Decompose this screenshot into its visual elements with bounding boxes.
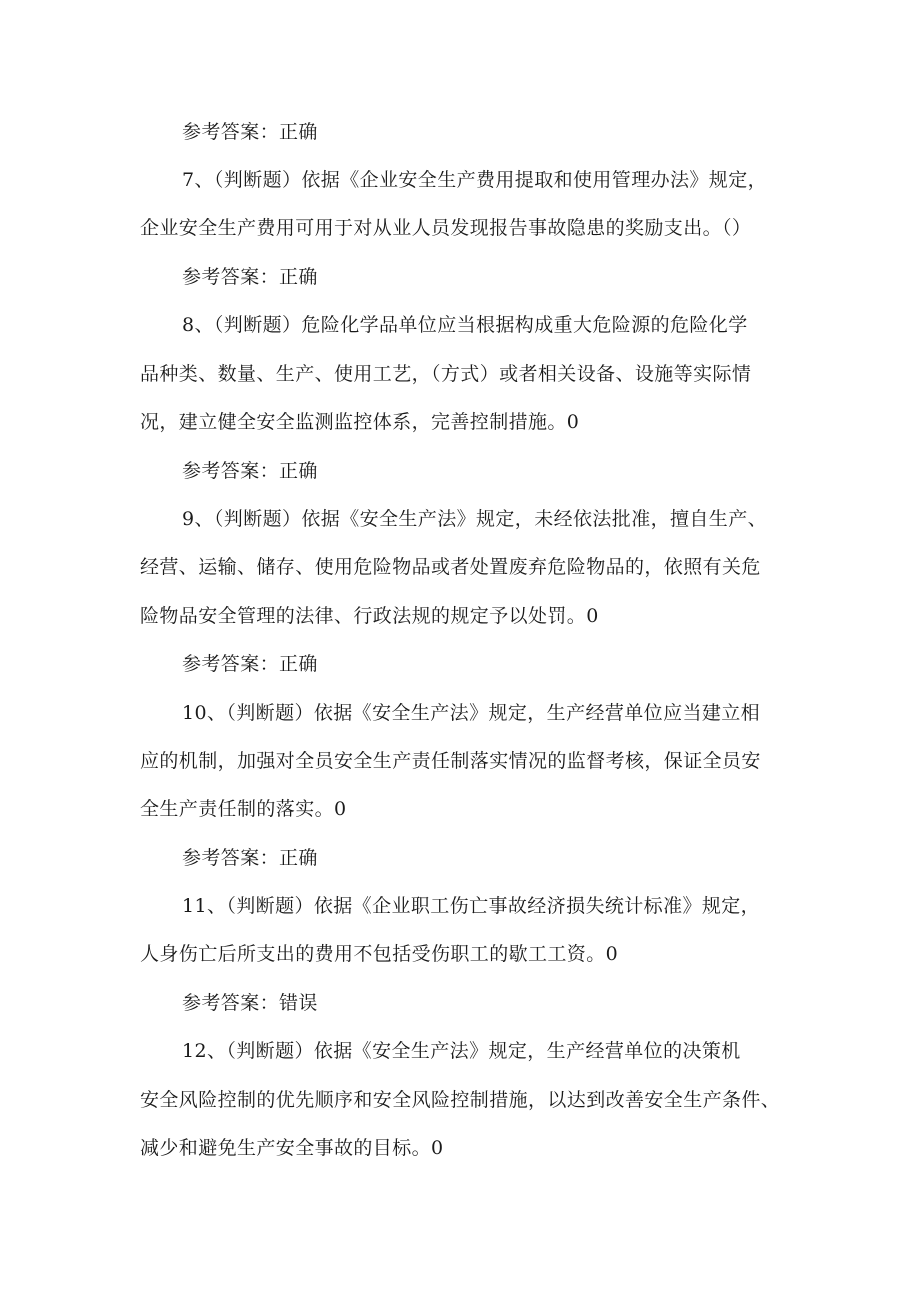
question-7-line-1: 7、（判断题）依据《企业安全生产费用提取和使用管理办法》规定， xyxy=(182,169,767,191)
answer-line: 参考答案：正确 xyxy=(182,121,318,143)
answer-line: 参考答案：正确 xyxy=(182,460,318,482)
answer-line: 参考答案：正确 xyxy=(182,266,318,288)
question-10-line-1: 10、（判断题）依据《安全生产法》规定，生产经营单位应当建立相 xyxy=(182,702,761,724)
question-8-line-2: 品种类、数量、生产、使用工艺，（方式）或者相关设备、设施等实际情 xyxy=(140,363,752,385)
question-11-line-1: 11、（判断题）依据《企业职工伤亡事故经济损失统计标准》规定， xyxy=(182,895,761,917)
question-9-line-1: 9、（判断题）依据《安全生产法》规定，未经依法批准，擅自生产、 xyxy=(182,508,767,530)
question-12-line-2: 安全风险控制的优先顺序和安全风险控制措施，以达到改善安全生产条件、 xyxy=(140,1089,781,1111)
question-10-line-2: 应的机制，加强对全员安全生产责任制落实情况的监督考核，保证全员安 xyxy=(140,750,761,772)
answer-line: 参考答案：正确 xyxy=(182,847,318,869)
answer-line: 参考答案：错误 xyxy=(182,992,318,1014)
question-11-line-2: 人身伤亡后所支出的费用不包括受伤职工的歇工工资。0 xyxy=(140,943,619,965)
question-8-line-3: 况，建立健全安全监测监控体系，完善控制措施。0 xyxy=(140,411,580,433)
question-12-line-1: 12、（判断题）依据《安全生产法》规定，生产经营单位的决策机 xyxy=(182,1040,741,1062)
question-10-line-3: 全生产责任制的落实。0 xyxy=(140,798,347,820)
question-12-line-3: 减少和避免生产安全事故的目标。0 xyxy=(140,1137,444,1159)
question-9-line-3: 险物品安全管理的法律、行政法规的规定予以处罚。0 xyxy=(140,605,599,627)
question-7-line-2: 企业安全生产费用可用于对从业人员发现报告事故隐患的奖励支出。（） xyxy=(140,217,752,239)
question-8-line-1: 8、（判断题）危险化学品单位应当根据构成重大危险源的危险化学 xyxy=(182,314,748,336)
answer-line: 参考答案：正确 xyxy=(182,653,318,675)
question-9-line-2: 经营、运输、储存、使用危险物品或者处置废弃危险物品的，依照有关危 xyxy=(140,556,761,578)
